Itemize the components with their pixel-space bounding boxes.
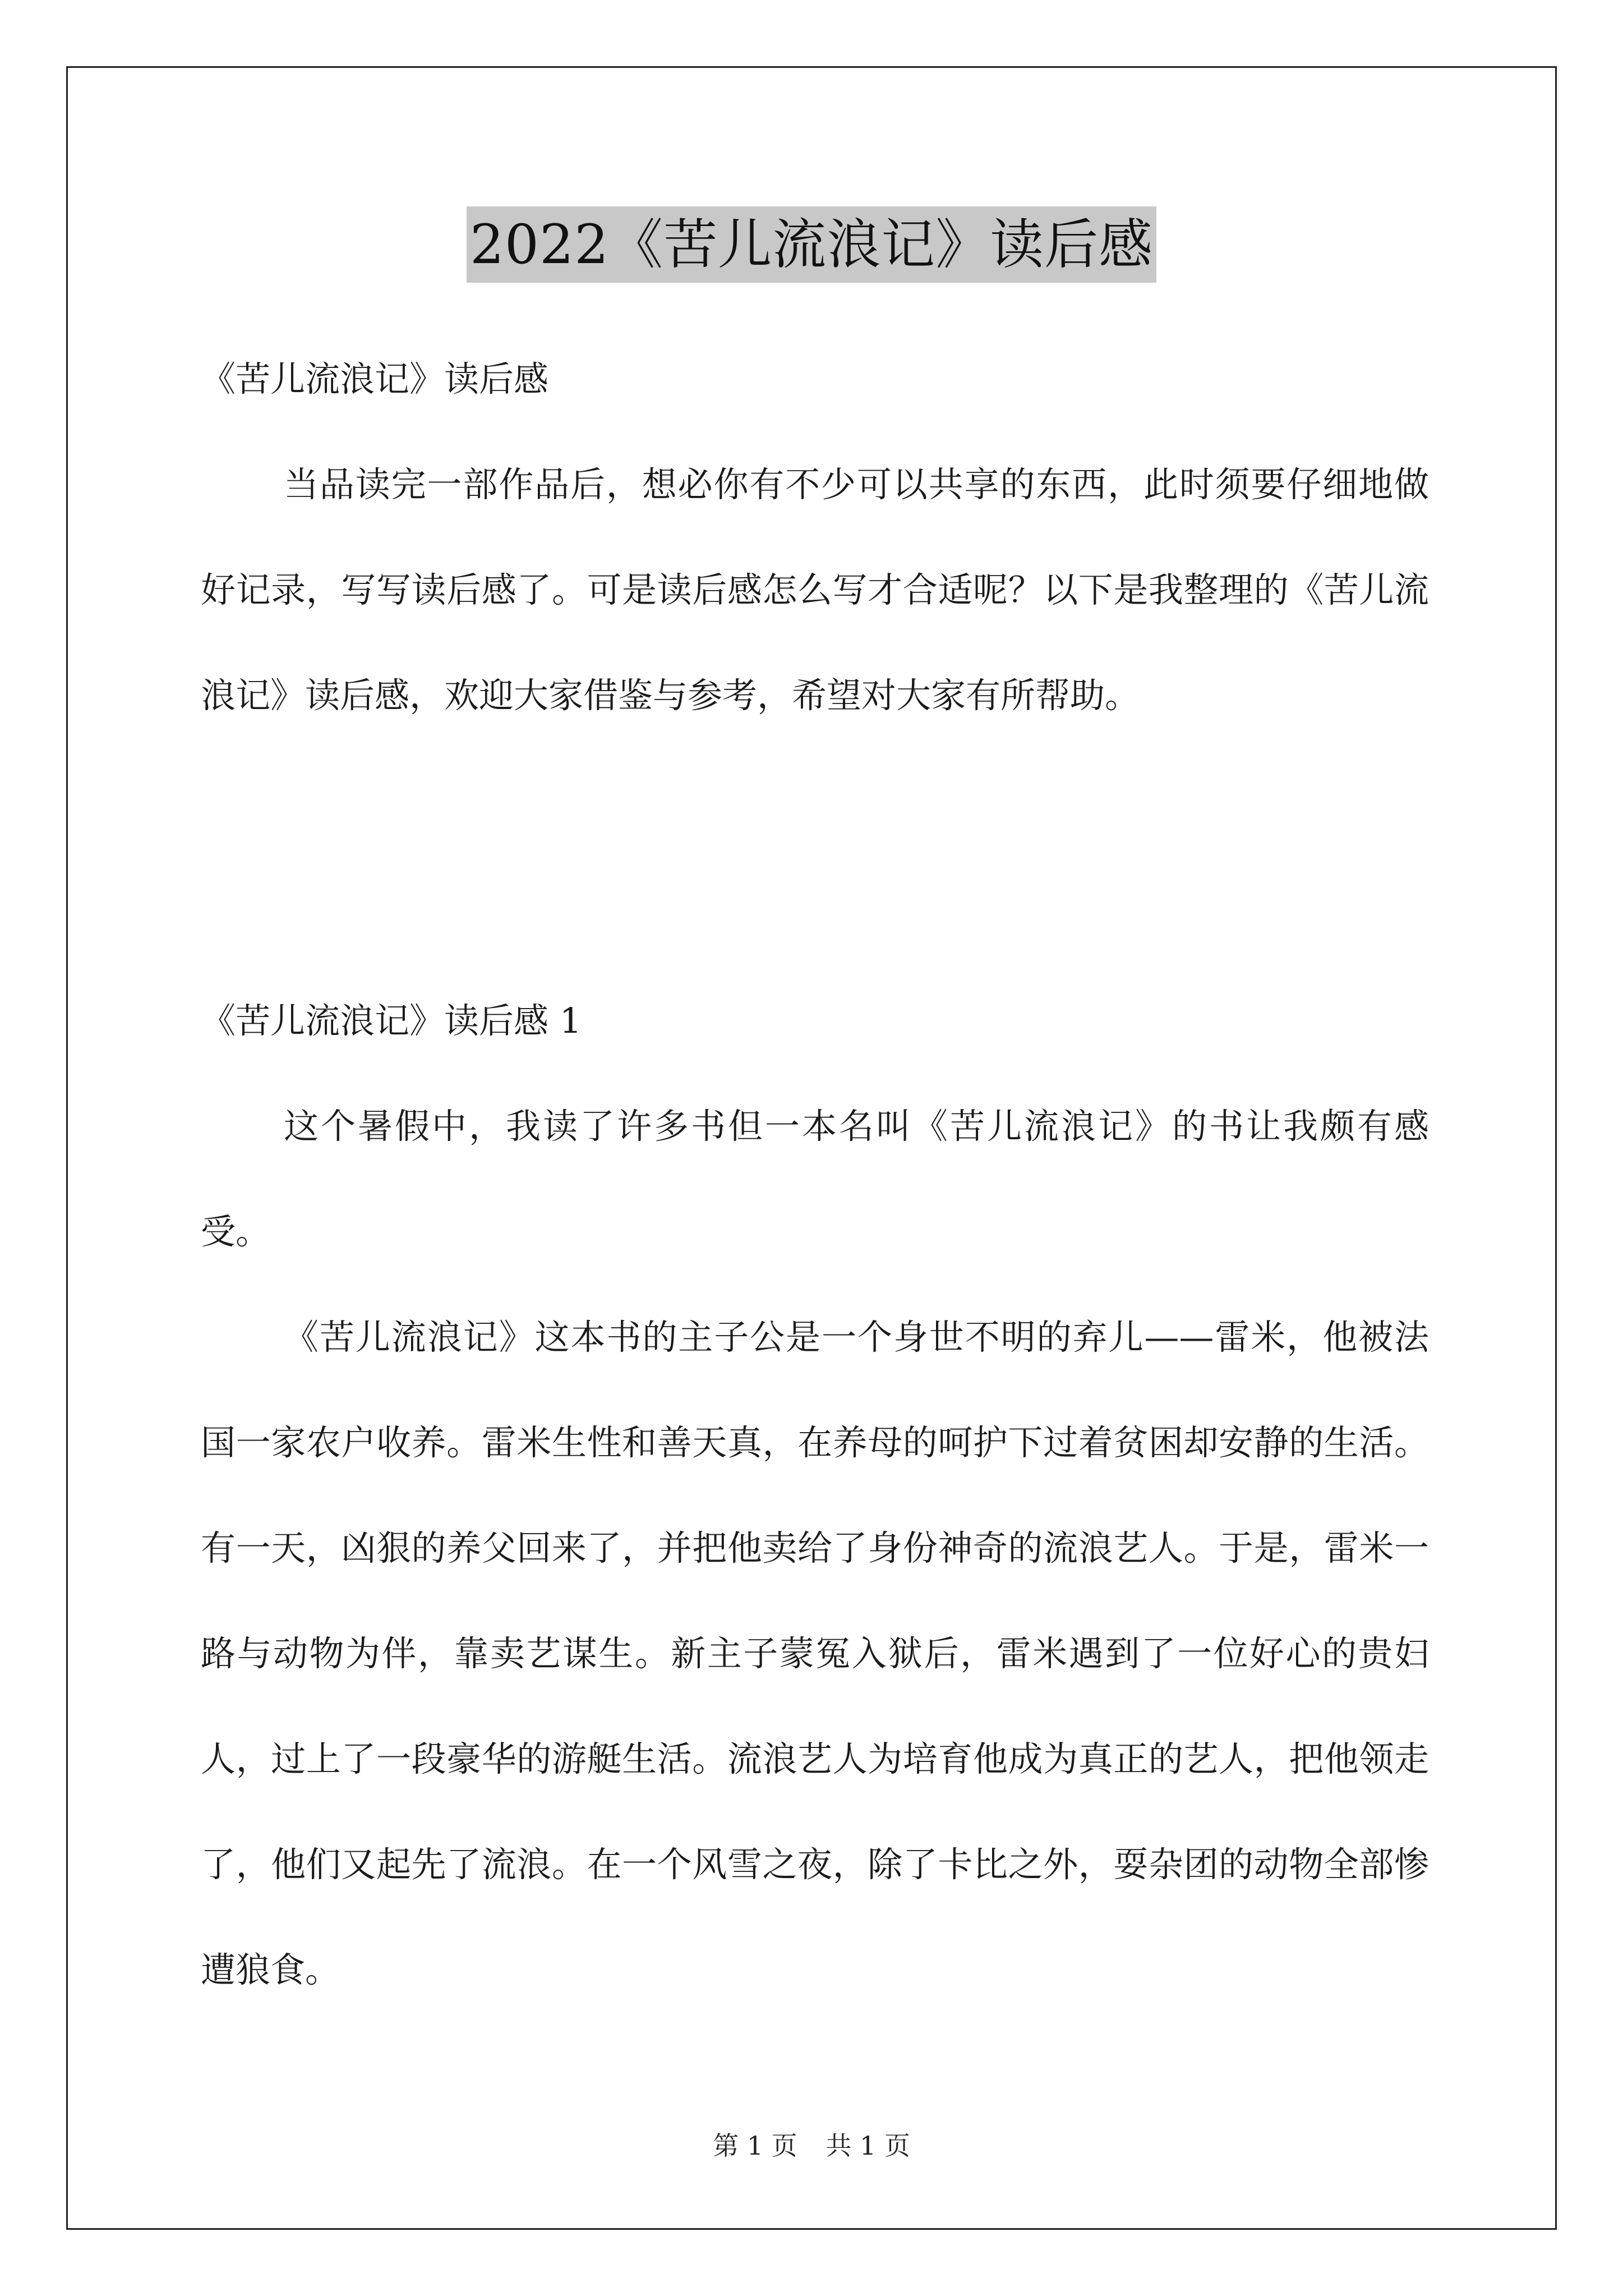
intro-paragraph: 当品读完一部作品后，想必你有不少可以共享的东西，此时须要仔细地做好记录，写写读后感了。可是读后感怎么写才合适呢？以下是我整理的《苦儿流浪记》读后感，欢迎大家借鉴与参考，希望对大家有所帮助。: [201, 464, 1429, 716]
section1-paragraph-1: 这个暑假中，我读了许多书但一本名叫《苦儿流浪记》的书让我颇有感受。: [201, 1106, 1429, 1252]
section1-paragraph1-block: [201, 1074, 1429, 1285]
page-footer: [0, 2129, 1623, 2162]
section1-heading-block: [201, 968, 1429, 1074]
section1-heading: 《苦儿流浪记》读后感 1: [201, 1000, 582, 1041]
intro-heading: 《苦儿流浪记》读后感: [201, 358, 549, 399]
document-title: 2022《苦儿流浪记》读后感: [467, 206, 1156, 283]
intro-paragraph-block: [201, 432, 1429, 748]
page-total: 共 1 页: [826, 2131, 910, 2161]
title-container: [0, 206, 1623, 283]
intro-heading-block: [201, 326, 1429, 432]
section1-paragraph2-block: [201, 1285, 1429, 2023]
page-number: 第 1 页: [713, 2131, 797, 2161]
section1-paragraph-2: 《苦儿流浪记》这本书的主子公是一个身世不明的弃儿——雷米，他被法国一家农户收养。雷米生性和善天真，在养母的呵护下过着贫困却安静的生活。有一天，凶狠的养父回来了，并把他卖给了身份神奇的流浪艺人。于是，雷米一路与动物为伴，靠卖艺谋生。新主子蒙冤入狱后，雷米遇到了一位好心的贵妇人，过上了一段豪华的游艇生活。流浪艺人为培育他成为真正的艺人，把他领走了，他们又起先了流浪。在一个风雪之夜，除了卡比之外，耍杂团的动物全部惨遭狼食。: [201, 1317, 1429, 1990]
